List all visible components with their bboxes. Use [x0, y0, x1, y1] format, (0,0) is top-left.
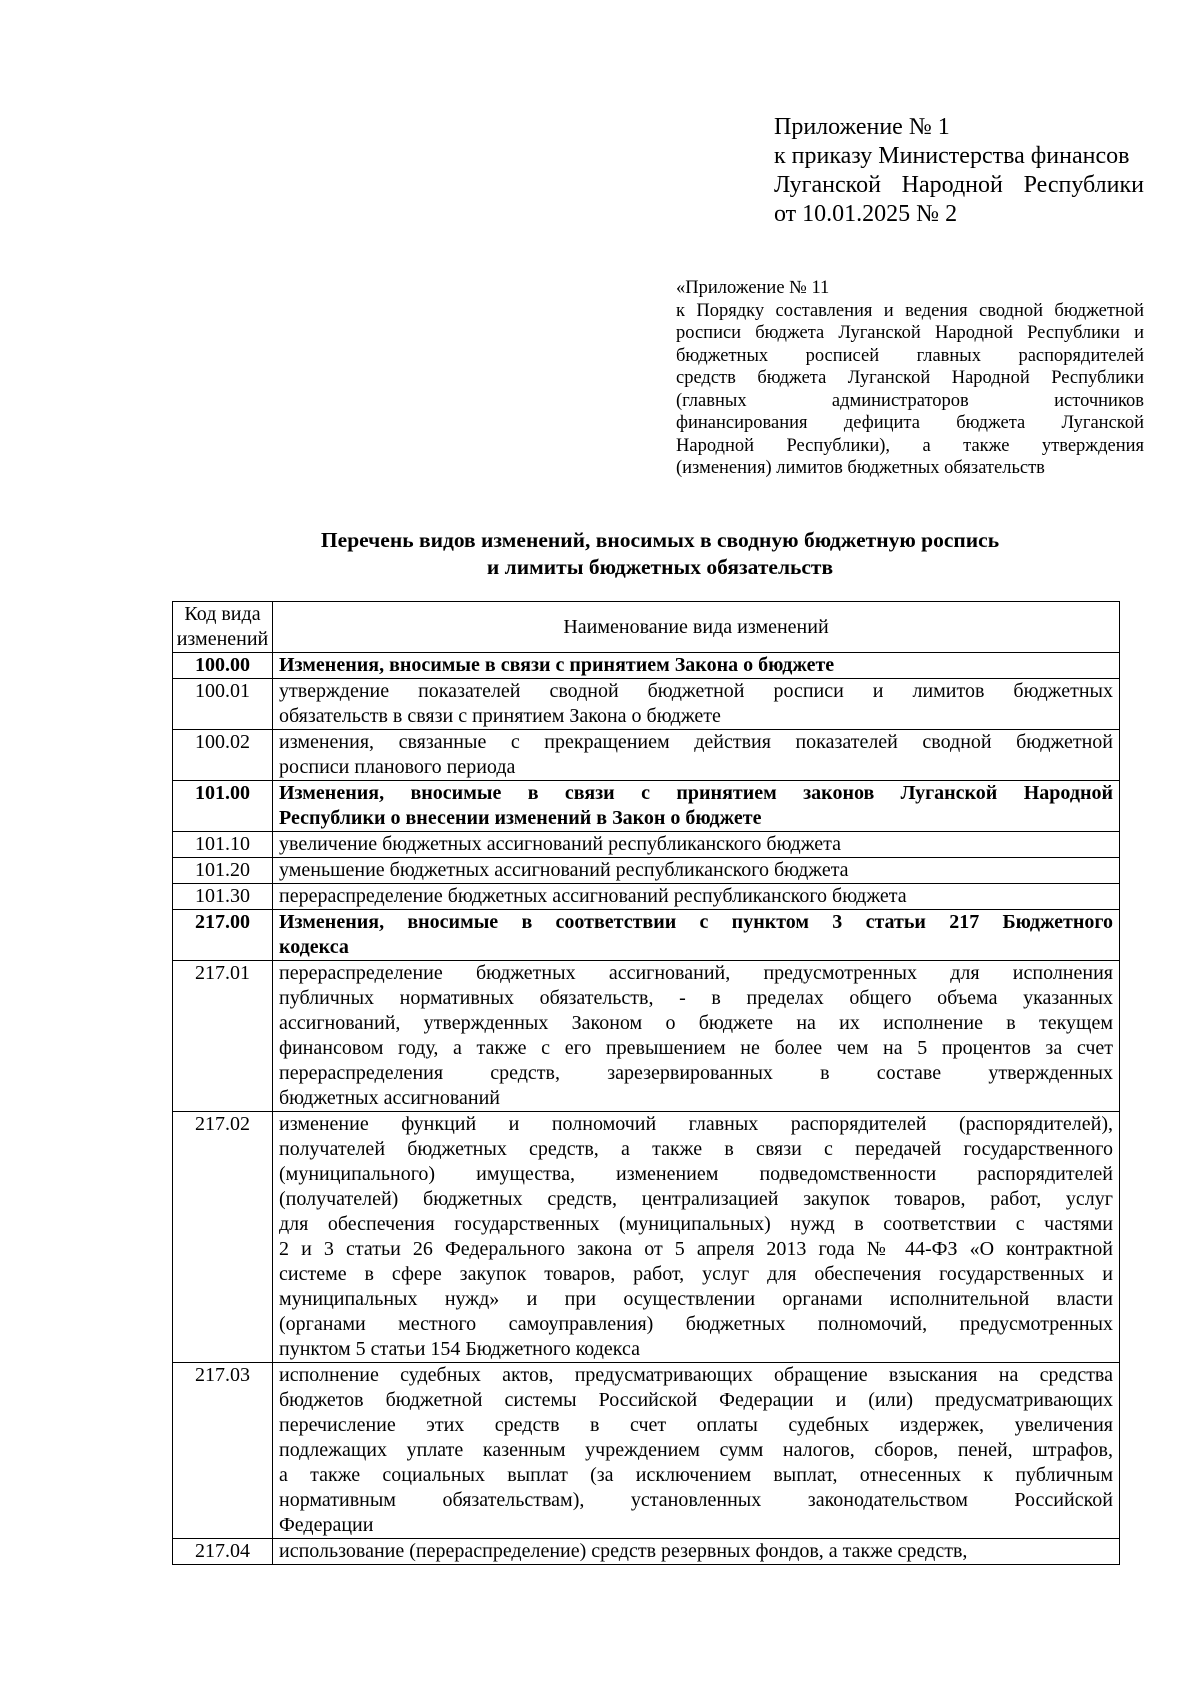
appendix-order-ref: к приказу Министерства финансов	[774, 143, 1130, 169]
row-code-cell: 100.02	[173, 730, 273, 781]
changes-table-body	[173, 602, 1120, 1565]
table-row	[173, 653, 1120, 679]
row-name-line: перераспределение бюджетных ассигнований, предусмотренных для исполнения	[279, 962, 1113, 984]
sub-appendix-block	[676, 277, 1144, 480]
sub-appendix-heading: «Приложение № 11	[676, 278, 830, 298]
table-row	[173, 1112, 1120, 1363]
sub-appendix-line: Народной Республики), а также утверждения	[676, 435, 1144, 456]
row-name-line: получателей бюджетных средств, а также в связи с передачей государственного	[279, 1138, 1113, 1160]
table-row	[173, 884, 1120, 910]
row-name-line: перечисление этих средств в счет оплаты судебных издержек, увеличения	[279, 1414, 1113, 1436]
row-name-line: системе в сфере закупок товаров, работ, услуг для обеспечения государственных и	[279, 1263, 1113, 1285]
row-code-cell: 217.04	[173, 1539, 273, 1565]
table-row	[173, 1539, 1120, 1565]
row-code-cell: 217.00	[173, 910, 273, 961]
appendix-date: от 10.01.2025 № 2	[774, 201, 958, 227]
row-code-cell: 100.00	[173, 653, 273, 679]
row-name-line: утверждение показателей сводной бюджетной росписи и лимитов бюджетных	[279, 680, 1113, 702]
row-code-cell: 217.02	[173, 1112, 273, 1363]
header-code-line: изменений	[176, 628, 269, 650]
table-row	[173, 832, 1120, 858]
header-name-cell: Наименование вида изменений	[273, 602, 1120, 653]
row-name-cell	[273, 679, 1120, 730]
table-row	[173, 961, 1120, 1112]
row-name-line: обязательств в связи с принятием Закона о бюджете	[279, 705, 721, 727]
table-row	[173, 679, 1120, 730]
document-title	[170, 527, 1150, 581]
changes-table	[172, 601, 1120, 1565]
row-name-cell	[273, 1112, 1120, 1363]
row-name-line: исполнение судебных актов, предусматривающих обращение взыскания на средства	[279, 1364, 1113, 1386]
row-name-line: Изменения, вносимые в связи с принятием законов Луганской Народной	[279, 782, 1113, 804]
row-name-line: финансовом году, а также с его превышением не более чем на 5 процентов за счет	[279, 1037, 1113, 1059]
sub-appendix-line: средств бюджета Луганской Народной Республики	[676, 368, 1144, 388]
row-code-cell: 101.20	[173, 858, 273, 884]
row-name-line: Федерации	[279, 1514, 374, 1536]
row-name-line: перераспределение бюджетных ассигнований республиканского бюджета	[279, 885, 907, 907]
row-name-line: нормативным обязательствам), установленных законодательством Российской	[279, 1489, 1113, 1511]
header-code-line: Код вида	[184, 603, 261, 625]
row-code-cell: 101.10	[173, 832, 273, 858]
row-name-cell	[273, 653, 1120, 679]
sub-appendix-line: (главных администраторов источников	[676, 390, 1144, 411]
row-name-line: увеличение бюджетных ассигнований республиканского бюджета	[279, 833, 842, 855]
table-row	[173, 910, 1120, 961]
row-name-line: Изменения, вносимые в связи с принятием Закона о бюджете	[279, 654, 835, 676]
row-name-line: подлежащих уплате казенным учреждением сумм налогов, сборов, пеней, штрафов,	[279, 1439, 1113, 1461]
appendix-number: Приложение № 1	[774, 114, 950, 140]
row-name-line: пунктом 5 статьи 154 Бюджетного кодекса	[279, 1338, 640, 1360]
row-name-cell	[273, 884, 1120, 910]
row-name-line: Республики о внесении изменений в Закон о бюджете	[279, 807, 762, 829]
table-header-row	[173, 602, 1120, 653]
row-name-line: бюджетных ассигнований	[279, 1087, 500, 1109]
appendix-block	[774, 113, 1144, 229]
row-name-line: бюджетов бюджетной системы Российской Федерации и (или) предусматривающих	[279, 1389, 1113, 1411]
sub-appendix-line: (изменения) лимитов бюджетных обязательств	[676, 458, 1045, 478]
row-name-line: Изменения, вносимые в соответствии с пунктом 3 статьи 217 Бюджетного	[279, 911, 1113, 933]
sub-appendix-line: росписи бюджета Луганской Народной Республики и	[676, 323, 1144, 343]
row-code-cell: 217.03	[173, 1363, 273, 1539]
sub-appendix-line: бюджетных росписей главных распорядителей	[676, 345, 1144, 366]
row-name-line: (муниципального) имущества, изменением подведомственности распорядителей	[279, 1163, 1113, 1185]
header-code-cell	[173, 602, 273, 653]
row-name-line: перераспределения средств, зарезервированных в составе утвержденных	[279, 1062, 1113, 1084]
sub-appendix-line: финансирования дефицита бюджета Луганской	[676, 413, 1144, 433]
row-name-line: для обеспечения государственных (муниципальных) нужд в соответствии с частями	[279, 1213, 1113, 1235]
row-code-cell: 217.01	[173, 961, 273, 1112]
row-name-line: а также социальных выплат (за исключением выплат, отнесенных к публичным	[279, 1464, 1113, 1486]
row-name-cell	[273, 858, 1120, 884]
row-name-cell	[273, 1539, 1120, 1565]
row-code-cell: 100.01	[173, 679, 273, 730]
row-name-line: ассигнований, утвержденных Законом о бюджете на их исполнение в текущем	[279, 1012, 1113, 1034]
row-name-cell	[273, 781, 1120, 832]
row-name-cell	[273, 1363, 1120, 1539]
row-name-line: 2 и 3 статьи 26 Федерального закона от 5 апреля 2013 года № 44-ФЗ «О контрактной	[279, 1238, 1113, 1260]
row-name-line: (органами местного самоуправления) бюджетных полномочий, предусмотренных	[279, 1313, 1113, 1335]
row-name-cell	[273, 961, 1120, 1112]
row-name-cell	[273, 832, 1120, 858]
row-name-line: росписи планового периода	[279, 756, 516, 778]
title-line: и лимиты бюджетных обязательств	[486, 555, 834, 579]
row-name-line: публичных нормативных обязательств, - в пределах общего объема указанных	[279, 987, 1113, 1009]
table-row	[173, 858, 1120, 884]
row-name-line: кодекса	[279, 936, 349, 958]
row-name-line: использование (перераспределение) средств резервных фондов, а также средств,	[279, 1540, 968, 1562]
row-code-cell: 101.00	[173, 781, 273, 832]
row-code-cell: 101.30	[173, 884, 273, 910]
row-name-cell	[273, 910, 1120, 961]
row-name-line: муниципальных нужд» и при осуществлении органами исполнительной власти	[279, 1288, 1113, 1310]
table-row	[173, 1363, 1120, 1539]
title-line: Перечень видов изменений, вносимых в сводную бюджетную роспись	[320, 528, 1000, 552]
row-name-line: (получателей) бюджетных средств, централизацией закупок товаров, работ, услуг	[279, 1188, 1113, 1210]
row-name-line: изменения, связанные с прекращением действия показателей сводной бюджетной	[279, 731, 1113, 753]
table-row	[173, 781, 1120, 832]
row-name-line: изменение функций и полномочий главных распорядителей (распорядителей),	[279, 1113, 1113, 1135]
row-name-line: уменьшение бюджетных ассигнований республиканского бюджета	[279, 859, 849, 881]
table-row	[173, 730, 1120, 781]
row-name-cell	[273, 730, 1120, 781]
appendix-republic: Луганской Народной Республики	[774, 172, 1144, 198]
sub-appendix-line: к Порядку составления и ведения сводной бюджетной	[676, 300, 1144, 321]
